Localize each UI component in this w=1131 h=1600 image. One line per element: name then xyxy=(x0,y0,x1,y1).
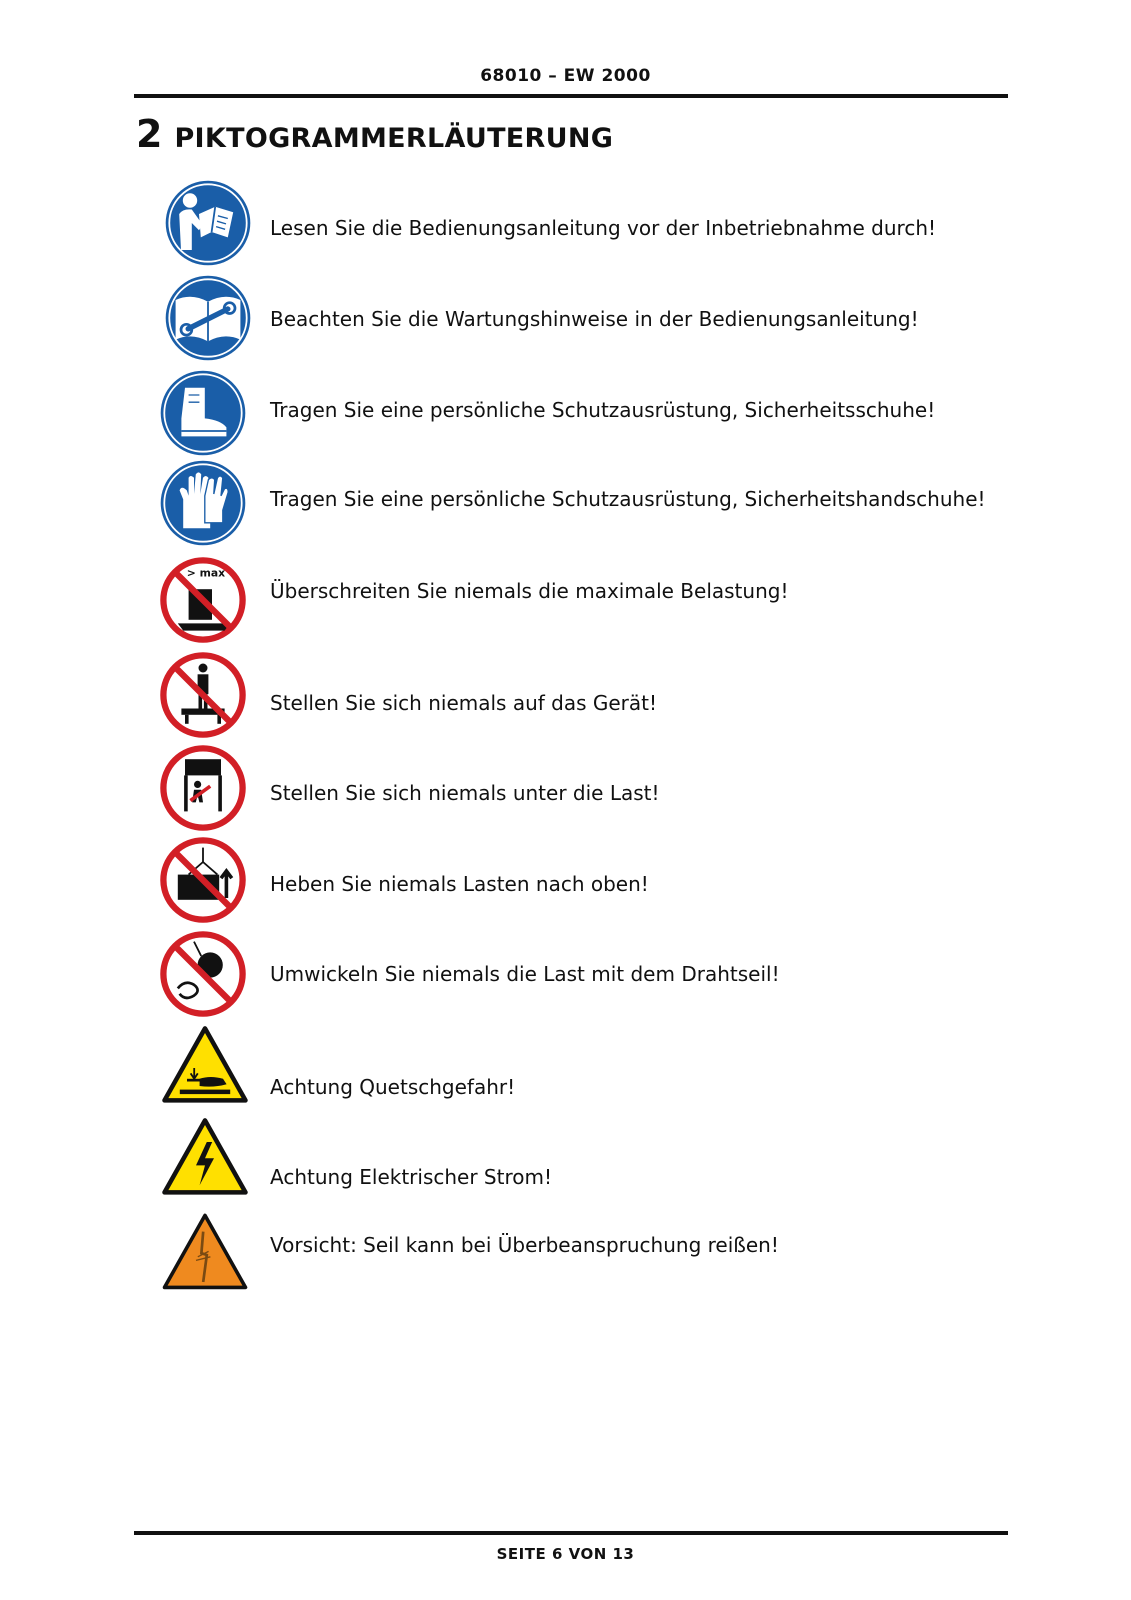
pictogram-description: Vorsicht: Seil kann bei Überbeanspruchung reißen! xyxy=(270,1233,779,1257)
no-lifting-up-icon xyxy=(158,835,248,925)
pictogram-description: Stellen Sie sich niemals auf das Gerät! xyxy=(270,691,658,715)
pictogram-description: Beachten Sie die Wartungshinweise in der Bedienungsanleitung! xyxy=(270,307,919,331)
pictogram-description: Lesen Sie die Bedienungsanleitung vor der Inbetriebnahme durch! xyxy=(270,216,937,240)
pictogram-description: Tragen Sie eine persönliche Schutzausrüstung, Sicherheitsschuhe! xyxy=(270,398,936,422)
section-number: 2 xyxy=(136,112,163,156)
safety-boots-icon xyxy=(158,368,248,458)
no-standing-on-device-icon xyxy=(158,650,248,740)
safety-gloves-icon xyxy=(158,458,248,548)
pictogram-description: Heben Sie niemals Lasten nach oben! xyxy=(270,872,649,896)
pictogram-description: Umwickeln Sie niemals die Last mit dem Drahtseil! xyxy=(270,962,780,986)
rope-break-hazard-icon xyxy=(160,1210,250,1300)
document-header-title: 68010 – EW 2000 xyxy=(480,66,651,86)
footer-rule xyxy=(134,1531,1008,1535)
no-overload-icon xyxy=(158,555,248,645)
section-heading xyxy=(136,112,613,156)
pictogram-description: Tragen Sie eine persönliche Schutzausrüstung, Sicherheitshandschuhe! xyxy=(270,487,986,511)
pictogram-description: Stellen Sie sich niemals unter die Last! xyxy=(270,781,660,805)
maintenance-manual-icon xyxy=(163,273,253,363)
no-standing-under-load-icon xyxy=(158,743,248,833)
pictogram-description: Achtung Elektrischer Strom! xyxy=(270,1165,552,1189)
overload-icon-label: > max xyxy=(186,566,226,580)
section-title: PIKTOGRAMMERLÄUTERUNG xyxy=(174,123,614,154)
pictogram-description: Achtung Quetschgefahr! xyxy=(270,1075,516,1099)
electric-hazard-icon xyxy=(160,1115,250,1205)
pictogram-description: Überschreiten Sie niemals die maximale Belastung! xyxy=(270,579,789,603)
header-rule xyxy=(134,94,1008,98)
no-wrapping-rope-icon xyxy=(158,929,248,1019)
read-manual-icon xyxy=(163,178,253,268)
crush-hazard-icon xyxy=(160,1023,250,1113)
page-number-footer: SEITE 6 VON 13 xyxy=(496,1545,635,1563)
